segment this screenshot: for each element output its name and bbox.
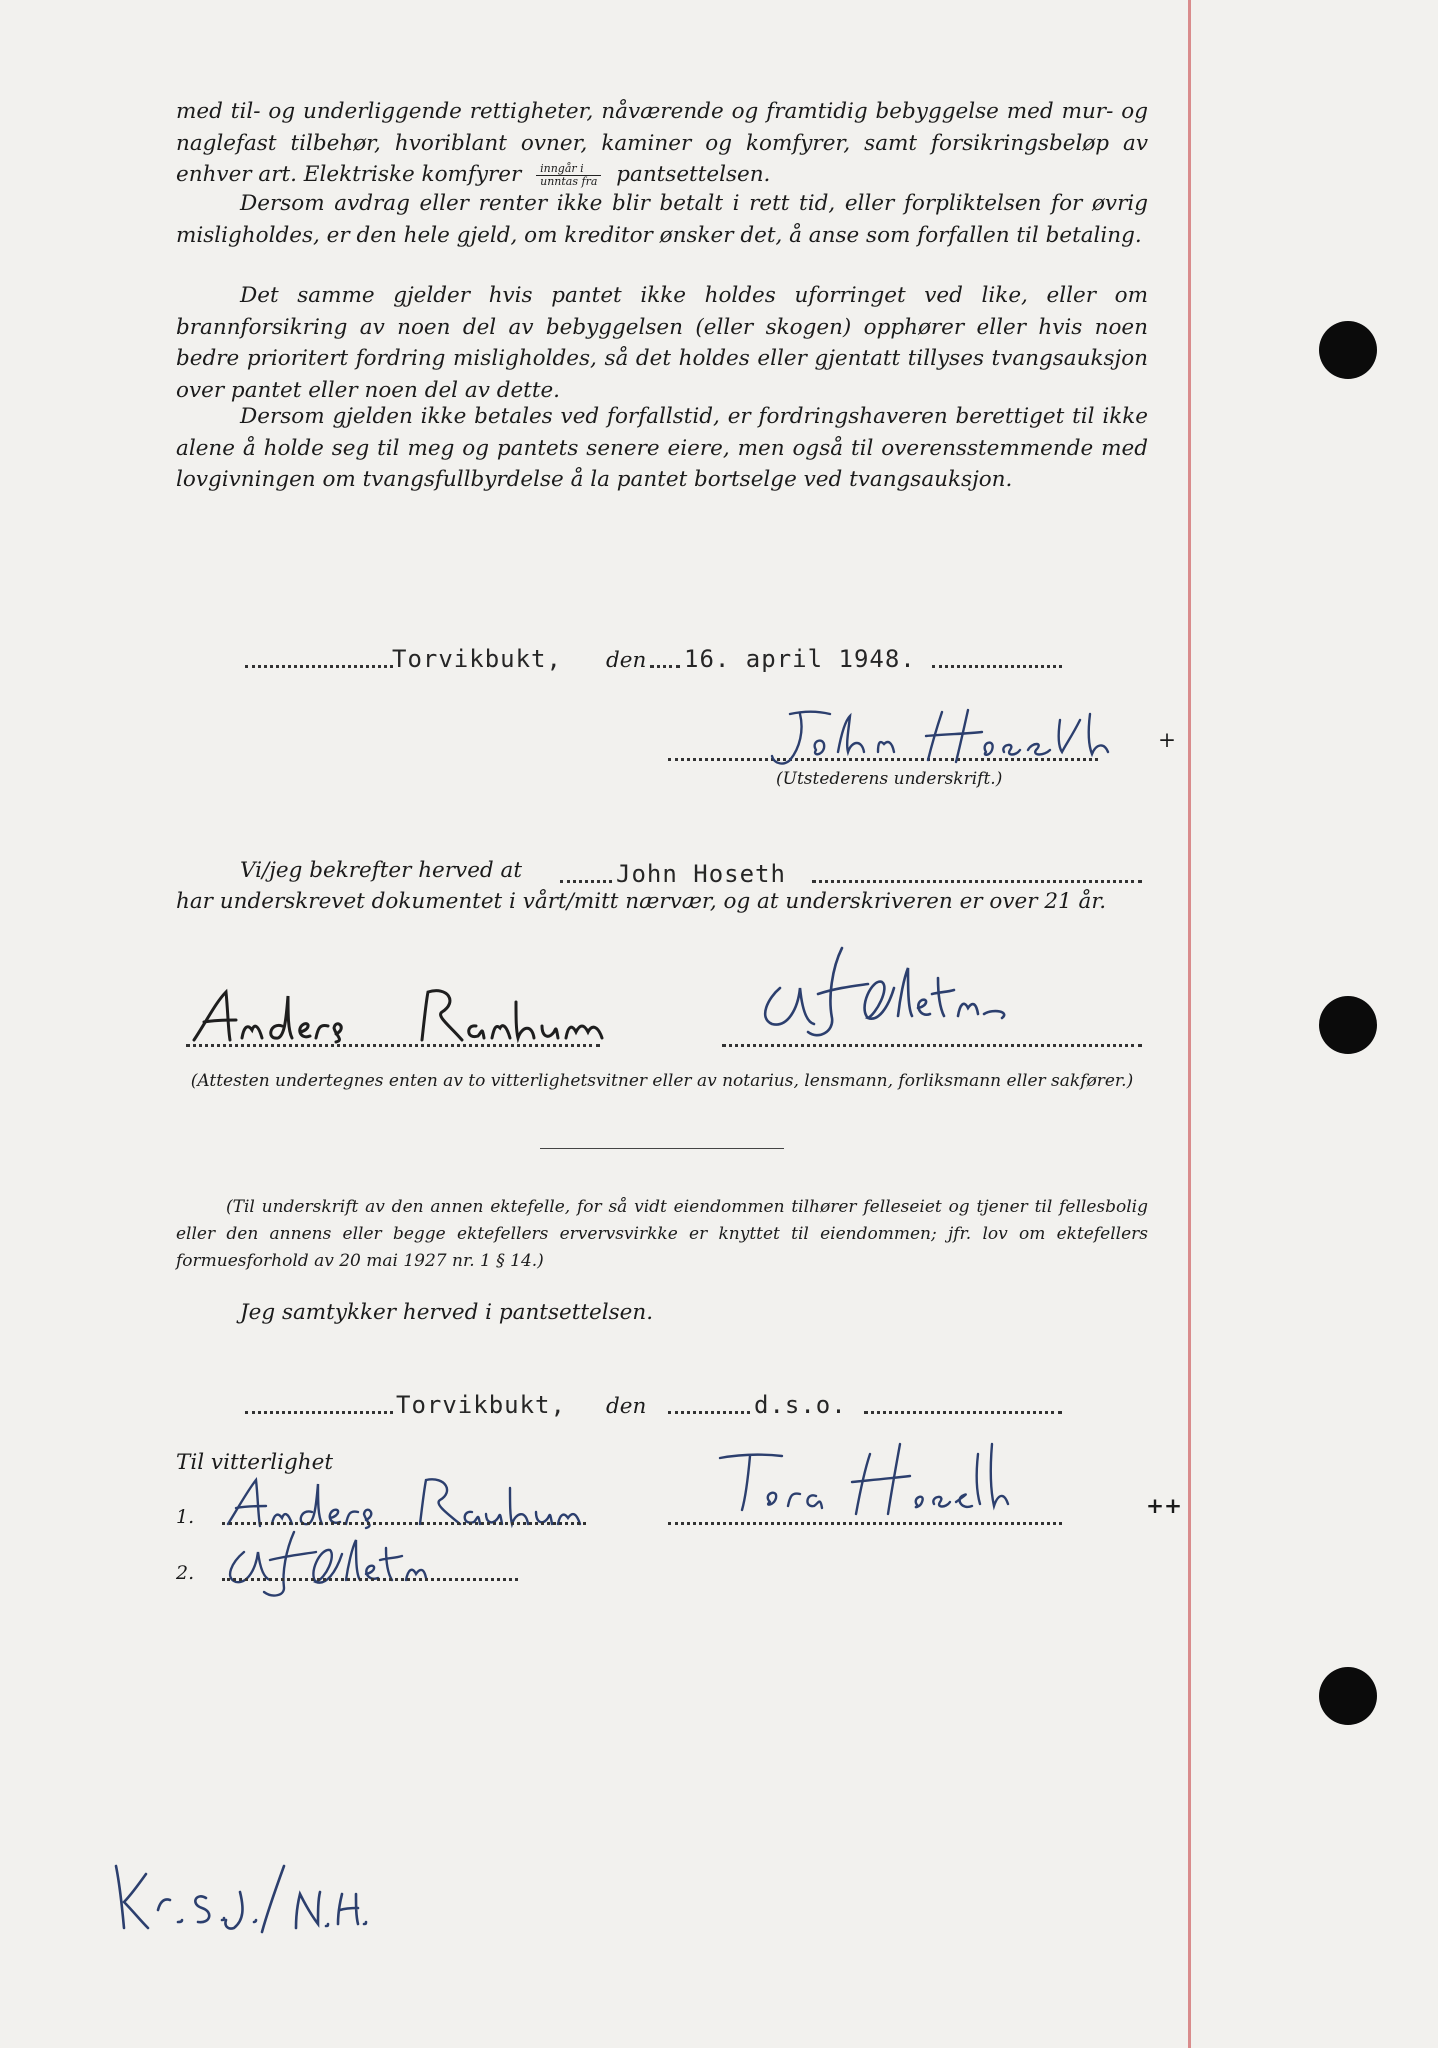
footer-annotation-image [106, 1858, 376, 1934]
deterioration-text: Det samme gjelder hvis pantet ikke holdes uforringet ved like, eller om brannforsikring av noen del av bebyggelsen (eller skogen) opphører eller hvis noen bedre prioritert fordring misligholdes, så det holdes eller gjentatt tillyses tvangsauksjon over pantet eller noen del av dette. [176, 283, 1148, 403]
witness-signature-anders [186, 982, 626, 1048]
dotted-line [932, 665, 1062, 668]
attest-note: (Attesten undertegnes enten av to vitterlighetsvitner eller av notarius, lensmann, forliksmann eller sakfører.) [190, 1071, 1134, 1091]
enforcement-text: Dersom gjelden ikke betales ved forfallstid, er fordringshaveren berettiget til ikke alene å holde seg til meg og pantets senere eiere, men også til overensstemmende med lovgivningen om tvangsfullbyrdelse å la pantet bortselge ved tvangsauksjon. [176, 404, 1148, 492]
deterioration-paragraph [176, 280, 1148, 406]
date-typed-2: d.s.o. [754, 1391, 847, 1419]
consent-text: Jeg samtykker herved i pantsettelsen. [240, 1300, 654, 1325]
fraction-top: inngår i [536, 163, 601, 176]
witness-heading: Til vitterlighet [176, 1450, 333, 1475]
separator-rule [540, 1148, 784, 1149]
enforcement-paragraph [176, 401, 1148, 496]
fraction-choice [536, 163, 601, 188]
issuer-mark: + [1158, 728, 1177, 753]
date-typed: 16. april 1948. [684, 645, 916, 673]
punch-hole-top [1319, 321, 1377, 379]
witness1-signature-image [220, 1474, 590, 1534]
dotted-line [245, 1411, 393, 1414]
default-text: Dersom avdrag eller renter ikke blir betalt i rett tid, eller forpliktelsen for øvrig misligholdes, er den hele gjeld, om kreditor ønsker det, å anse som forfallen til betaling. [176, 191, 1148, 248]
dotted-line [650, 665, 680, 668]
red-margin-line [1188, 0, 1191, 2048]
intro-text-end: pantsettelsen. [616, 162, 771, 187]
intro-text: med til- og underliggende rettigheter, nåværende og framtidig bebyggelse med mur- og naglefast tilbehør, hvoriblant ovner, kaminer og komfyrer, samt forsikringsbeløp av enhver art. Elektriske komfyrer [176, 99, 1148, 187]
place-typed: Torvikbukt, [392, 645, 562, 673]
dotted-line [668, 1411, 750, 1414]
spouse-mark: ++ [1146, 1494, 1183, 1519]
dotted-line [560, 880, 612, 883]
punch-hole-bottom [1319, 1667, 1377, 1725]
issuer-caption: (Utstederens underskrift.) [776, 769, 1003, 789]
intro-paragraph [176, 96, 1148, 191]
witness-number-1: 1. [176, 1506, 195, 1528]
spouse-dotted-line [668, 1522, 1062, 1525]
punch-hole-middle [1319, 996, 1377, 1054]
witness2-signature-image [218, 1528, 538, 1598]
witness-dotted-line-right [722, 1044, 1142, 1047]
spouse-signature-image [712, 1438, 1012, 1522]
confirmation-text: har underskrevet dokumentet i vårt/mitt nærvær, og at underskriveren er over 21 år. [176, 889, 1107, 914]
den-label-2: den [606, 1394, 647, 1419]
dotted-line [245, 665, 393, 668]
confirmation-typed-name: John Hoseth [616, 860, 786, 888]
witness-signature-sletten [748, 928, 1088, 1046]
witness1-dotted-line [222, 1522, 586, 1525]
witness-number-2: 2. [176, 1562, 195, 1584]
dotted-line [812, 880, 1142, 883]
witness2-dotted-line [222, 1578, 518, 1581]
spouse-note: (Til underskrift av den annen ektefelle, for så vidt eiendommen tilhører felleseiet og tjener til fellesbolig eller den annens eller begge ektefellers ervervsvirkke er knyttet til eiendommen; jfr. lov om ektefellers formuesforhold av 20 mai 1927 nr. 1 § 14.) [176, 1197, 1148, 1271]
place-typed-2: Torvikbukt, [396, 1391, 566, 1419]
fraction-bottom: unntas fra [540, 174, 598, 188]
witness-dotted-line-left [186, 1044, 600, 1047]
confirmation-lead: Vi/jeg bekrefter herved at [240, 858, 522, 883]
issuer-signature-image [760, 700, 1120, 770]
dotted-line [864, 1411, 1062, 1414]
den-label: den [606, 648, 647, 673]
default-paragraph [176, 188, 1148, 251]
